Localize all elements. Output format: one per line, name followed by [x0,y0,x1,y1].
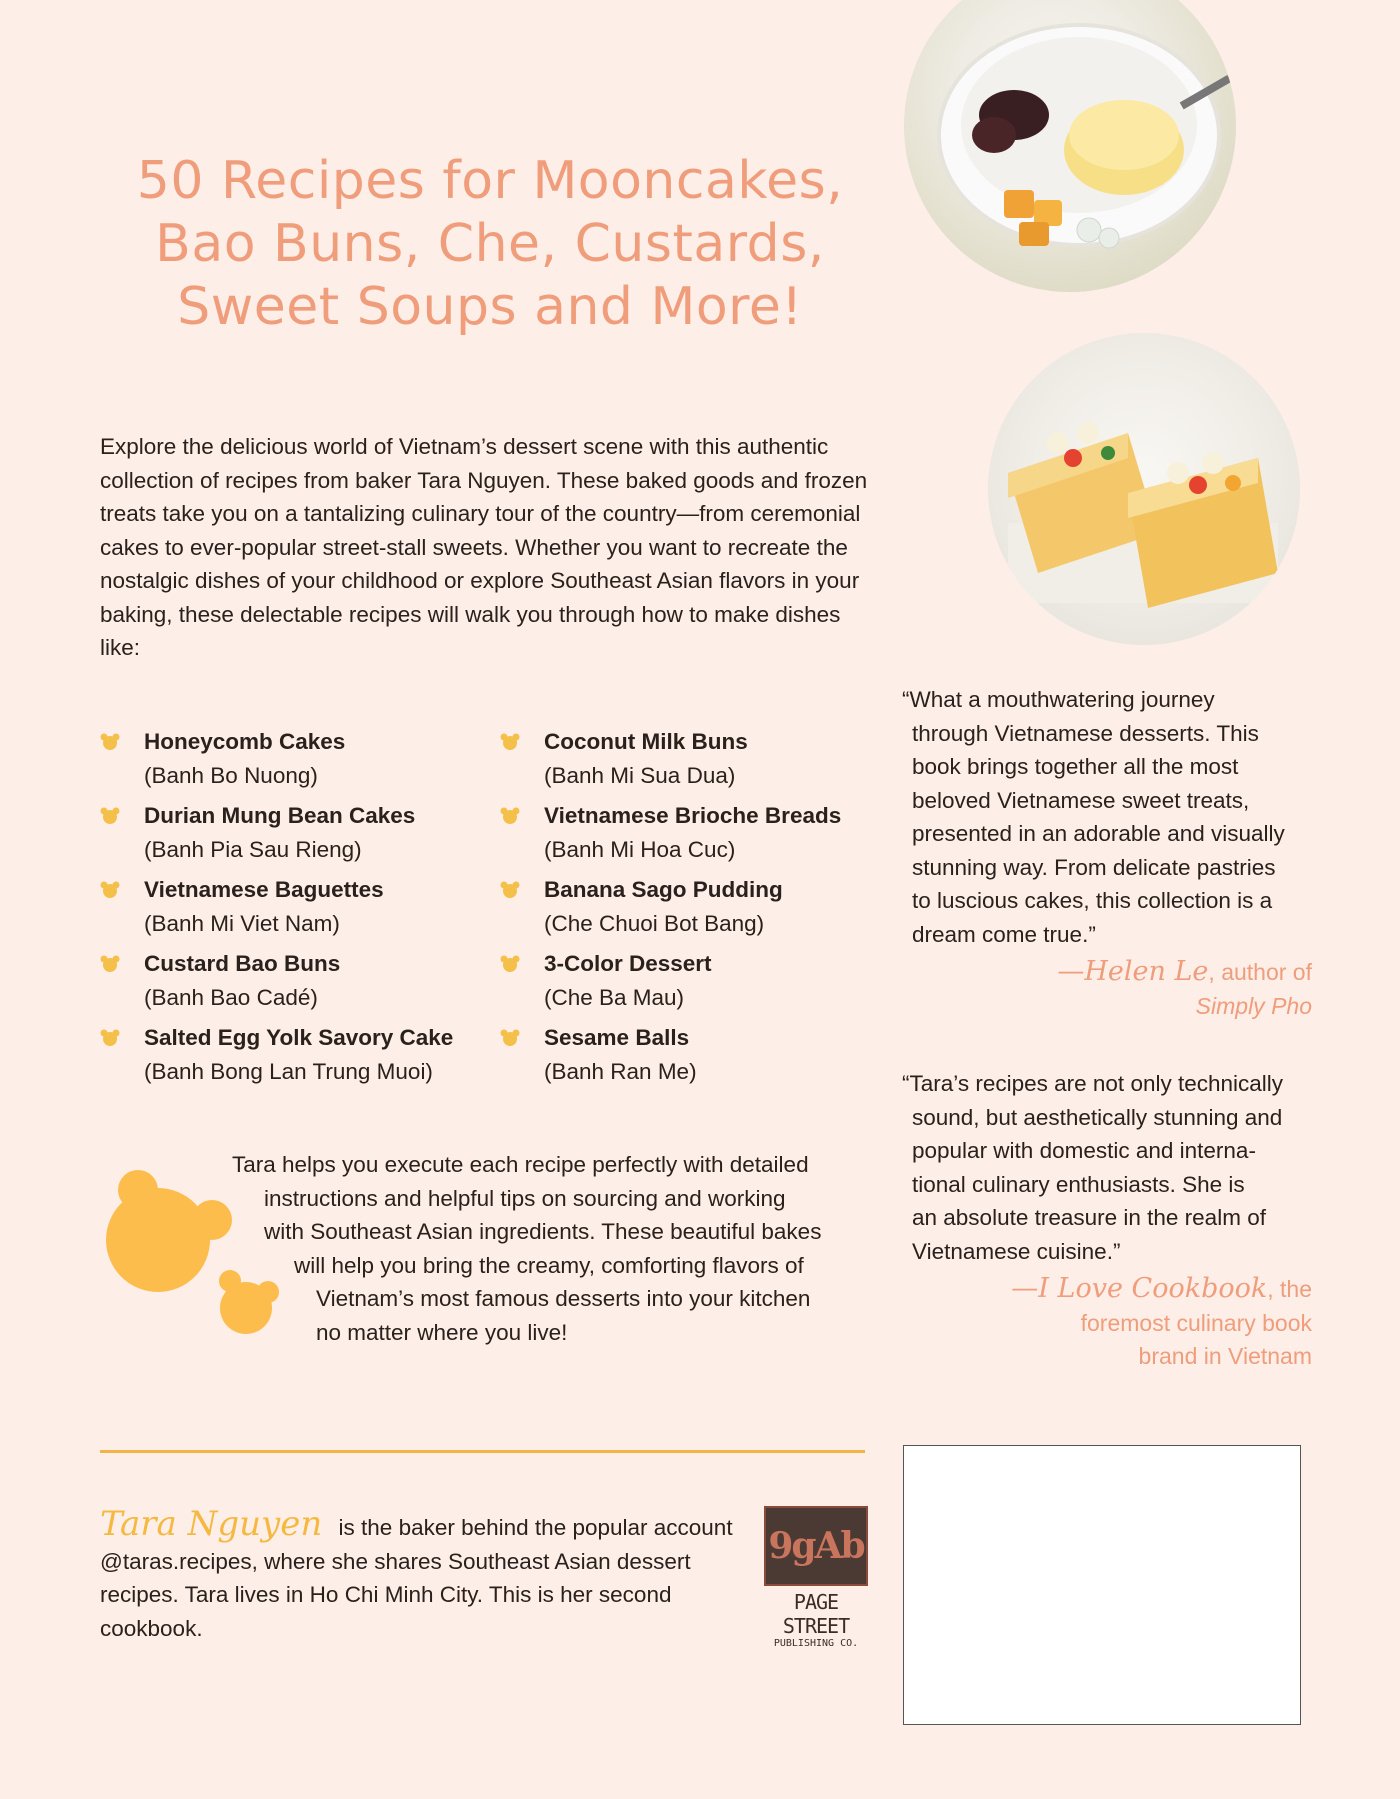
publisher-name: PAGE STREET [782,1590,850,1638]
bear-bullet-icon [500,881,520,899]
recipe-subtitle: (Banh Mi Hoa Cuc) [544,836,736,862]
details-paragraph [232,1148,852,1349]
quote-line: “What a mouthwatering journey [902,687,1215,712]
divider [100,1450,865,1453]
attribution-book: Simply Pho [1195,992,1312,1019]
list-item [500,947,880,1014]
list-item [100,873,500,940]
details-line: Tara helps you execute each recipe perfectly with detailed [232,1152,809,1177]
list-item [100,1021,500,1088]
list-item [500,799,880,866]
author-name: Tara Nguyen [100,1504,323,1544]
details-line: no matter where you live! [316,1319,568,1345]
recipe-subtitle: (Che Ba Mau) [544,984,685,1010]
attribution-line: brand in Vietnam [1138,1343,1312,1369]
quote-line: stunning way. From delicate pastries [912,854,1276,880]
quote-line: Vietnamese cuisine.” [912,1238,1121,1264]
bear-bullet-icon [500,807,520,825]
quote-line: presented in an adorable and visually [912,821,1285,846]
author-bio-text: is the baker behind the popular account @taras.recipes, where she shares Southeast Asian dessert recipes. Tara lives in Ho Chi Minh City. This is her second cookbook. [100,1515,733,1641]
quote-line: “Tara’s recipes are not only technically [902,1071,1284,1096]
list-item [500,873,880,940]
quote-line: dream come true.” [912,921,1096,947]
headline-line-1: 50 Recipes for Mooncakes, [136,151,844,211]
recipe-subtitle: (Che Chuoi Bot Bang) [544,910,765,936]
list-item [500,725,880,792]
intro-paragraph: Explore the delicious world of Vietnam’s dessert scene with this authentic collection of recipes from baker Tara Nguyen. These baked goods and frozen treats take you on a tantalizing culinary tour of the country—from ceremonial cakes to ever-popular street-stall sweets. Whether you want to recreate the nostalgic dishes of your childhood or explore Southeast Asian flavors in your baking, these delectable recipes will walk you through how to make dishes like: [100,434,868,660]
quote-line: through Vietnamese desserts. This [912,720,1259,746]
recipe-name: Sesame Balls [544,1025,690,1050]
recipe-name: Custard Bao Buns [144,951,341,976]
details-line: Vietnam’s most famous desserts into your kitchen [316,1286,811,1311]
recipe-subtitle: (Banh Mi Sua Dua) [544,762,736,788]
bear-bullet-icon [500,955,520,973]
recipe-subtitle: (Banh Ran Me) [544,1058,697,1084]
headline-line-2: Bao Buns, Che, Custards, [155,214,825,274]
recipe-name: Durian Mung Bean Cakes [144,803,416,828]
recipe-subtitle: (Banh Pia Sau Rieng) [144,836,362,862]
recipe-name: 3-Color Dessert [544,951,712,976]
details-line: will help you bring the creamy, comforting flavors of [294,1252,804,1278]
quote-attribution [902,955,1312,1023]
blurb-quote-2 [902,1067,1312,1374]
page-street-logo [764,1506,868,1649]
list-item [100,947,500,1014]
bear-bullet-icon [100,881,120,899]
recipe-subtitle: (Banh Bong Lan Trung Muoi) [144,1058,433,1084]
dessert-photo-custard [904,0,1236,292]
recipe-name: Vietnamese Brioche Breads [544,803,842,828]
recipe-name: Salted Egg Yolk Savory Cake [144,1025,454,1050]
details-line: with Southeast Asian ingredients. These beautiful bakes [264,1219,822,1244]
bear-bullet-icon [100,733,120,751]
quote-line: popular with domestic and interna- [912,1138,1256,1163]
blurb-quote-1 [902,683,1312,1023]
bear-bullet-icon [100,1029,120,1047]
author-bio [100,1504,740,1645]
recipe-list [100,725,880,1088]
recipe-name: Honeycomb Cakes [144,729,346,754]
recipe-subtitle: (Banh Mi Viet Nam) [144,910,340,936]
quote-line: an absolute treasure in the realm of [912,1205,1266,1230]
recipe-subtitle: (Banh Bao Cadé) [144,984,318,1010]
details-line: instructions and helpful tips on sourcing and working [264,1185,786,1211]
quote-line: to luscious cakes, this collection is a [912,888,1273,913]
recipe-name: Vietnamese Baguettes [144,877,384,902]
recipe-subtitle: (Banh Bo Nuong) [144,762,318,788]
quote-line: tional culinary enthusiasts. She is [912,1171,1245,1197]
recipe-name: Coconut Milk Buns [544,729,748,754]
attribution-name: —I Love Cookbook [1011,1273,1268,1304]
list-item [500,1021,880,1088]
recipe-name: Banana Sago Pudding [544,877,783,902]
headline-line-3: Sweet Soups and More! [177,277,803,337]
quote-line: book brings together all the most [912,754,1239,779]
attribution-role: , the [1267,1276,1312,1302]
barcode-area [903,1445,1301,1725]
bear-bullet-icon [500,733,520,751]
attribution-line: foremost culinary book [1080,1309,1312,1336]
headline [80,150,900,339]
list-item [100,725,500,792]
logo-mark: 9gAb [764,1506,868,1586]
quote-line: sound, but aesthetically stunning and [912,1104,1283,1130]
bear-bullet-icon [500,1029,520,1047]
bear-bullet-icon [100,955,120,973]
bear-bullet-icon [100,807,120,825]
quote-attribution [902,1272,1312,1374]
list-item [100,799,500,866]
attribution-role: , author of [1208,959,1312,985]
publisher-subname: PUBLISHING CO. [773,1638,859,1649]
quote-line: beloved Vietnamese sweet treats, [912,787,1250,813]
dessert-photo-layer-cake [988,333,1300,645]
attribution-name: —Helen Le [1057,956,1209,987]
